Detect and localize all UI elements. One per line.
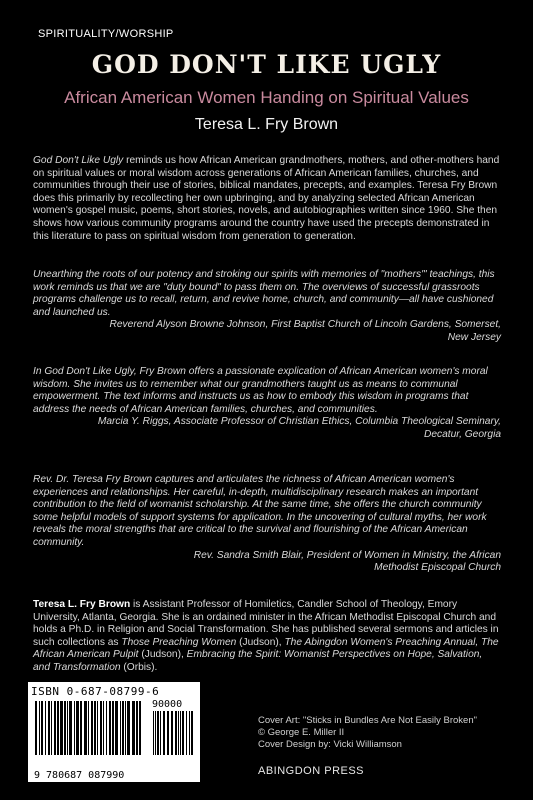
endorsement-attribution: Rev. Sandra Smith Blair, President of Women in Ministry, the African Methodist Episcopal Church xyxy=(193,549,501,574)
endorsement-1 xyxy=(33,269,501,345)
bio-work: Embracing the Spirit: Womanist Perspectives on Hope, Salvation, and Transformation xyxy=(33,649,483,673)
endorsement-quote: Rev. Dr. Teresa Fry Brown captures and articulates the richness of African American women's experiences and relationships. Her careful, in-depth, multidisciplinary research makes an important contribution to the field of womanist scholarship. At the same time, she offers the church community some helpful models of support systems for application. In the uncovering of cultural myths, her work reveals the moral strengths that are critical to the survival and flourishing of the African American community. xyxy=(33,474,487,548)
bio-text: (Orbis). xyxy=(120,661,158,673)
bio-text: (Judson), xyxy=(236,636,285,648)
cover-credits xyxy=(258,715,498,751)
barcode-number: 9 780687 087990 xyxy=(34,770,125,781)
bio-text: is Assistant Professor of Homiletics, Candler School of Theology, Emory University, Atlanta, Georgia. She is an ordained minister in the African Methodist Episcopal Church and holds a Ph.D. in Religion and Social Transformation. She has published several sermons and articles in such collections as xyxy=(33,599,499,648)
author-name: Teresa L. Fry Brown xyxy=(194,116,339,133)
description-text: reminds us how African American grandmothers, mothers, and other-mothers hand on spiritual values or moral wisdom across generations of African American families, churches, and communities through their use of stories, biblical mandates, precepts, and examples. Teresa Fry Brown does this primarily by recollecting her own upbringing, and by analyzing selected African American women's gospel music, poems, short stories, novels, and autobiographies written since 1960. She then shows how various community programs around the country have used the precepts demonstrated in this literature to pass on spiritual wisdom from generation to generation. xyxy=(33,155,500,242)
endorsement-2 xyxy=(33,366,501,442)
barcode xyxy=(28,682,200,782)
book-description xyxy=(33,155,501,243)
category-label: SPIRITUALITY/WORSHIP xyxy=(38,28,174,40)
price-code: 90000 xyxy=(152,699,183,710)
book-subtitle: African American Women Handing on Spiritual Values xyxy=(64,88,469,107)
bio-text: (Judson), xyxy=(138,649,187,661)
book-title: GOD DON'T LIKE UGLY xyxy=(91,50,442,79)
endorsement-attribution: Marcia Y. Riggs, Associate Professor of Christian Ethics, Columbia Theological Seminary, Decatur, Georgia xyxy=(97,416,501,440)
isbn-label: ISBN 0-687-08799-6 xyxy=(31,685,160,698)
cover-art-credit: Cover Art: "Sticks in Bundles Are Not Easily Broken" xyxy=(258,715,478,726)
description-title: God Don't Like Ugly xyxy=(33,155,124,166)
author-bio xyxy=(33,599,501,675)
endorsement-quote: Unearthing the roots of our potency and stroking our spirits with memories of "mothers'" teachings, this work reminds us that we are "duty bound" to pass them on. The overviews of successful grassroots programs challenge us to recall, return, and revive home, church, and community—all have cushioned and launched us. xyxy=(33,269,495,318)
endorsement-3 xyxy=(33,474,501,575)
bio-name: Teresa L. Fry Brown xyxy=(33,599,131,610)
endorsement-quote: In God Don't Like Ugly, Fry Brown offers a passionate explication of African American women's moral wisdom. She invites us to remember what our grandmothers taught us as means to communal empowerment. The text informs and instructs us as how to embody this wisdom in programs that address the needs of African American families, churches, and communities. xyxy=(33,366,488,415)
endorsement-attribution: Reverend Alyson Browne Johnson, First Baptist Church of Lincoln Gardens, Somerset, New Jersey xyxy=(109,319,501,343)
bio-work: Those Preaching Women xyxy=(121,636,237,648)
publisher-name: ABINGDON PRESS xyxy=(258,765,365,777)
artist-credit: © George E. Miller II xyxy=(258,727,345,738)
barcode-bars xyxy=(31,701,197,767)
cover-design-credit: Cover Design by: Vicki Williamson xyxy=(258,739,402,750)
bio-work: The Abingdon Women's Preaching Annual, The African American Pulpit xyxy=(33,636,499,661)
